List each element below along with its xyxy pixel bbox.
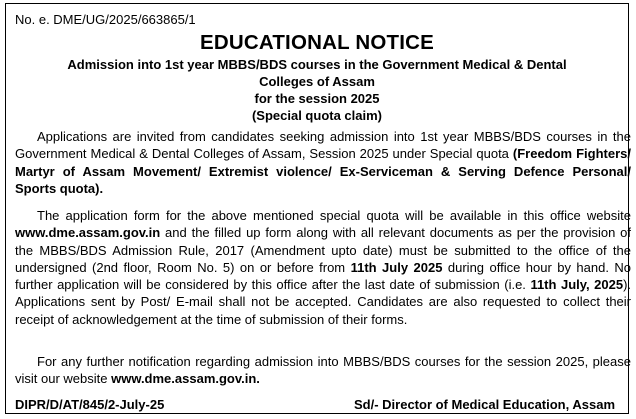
para2-last-date: 11th July, 2025 (530, 277, 624, 293)
para1-quota-list: (Freedom Fighters/ Martyr of Assam Movement/ Extremist violence/ Ex-Serviceman & Serving Defence Personal/ Sports quota). (15, 146, 631, 196)
para1-text: Applications are invited from candidates seeking admission into 1st year MBBS/BDS courses in the Government Medical & Dental Colleges of Assam, Session 2025 under Special quota (15, 129, 631, 162)
para2-text-3: during office hour by hand. No further application will be considered by this office after the last date of submission (i.e. (15, 259, 631, 293)
signature-line: Sd/- Director of Medical Education, Assam (353, 397, 615, 412)
dipr-code: DIPR/D/AT/845/2-July-25 (15, 397, 165, 412)
subtitle-line-3: for the session 2025 (254, 91, 380, 106)
notice-box (5, 3, 632, 414)
paragraph-further-info (15, 353, 631, 388)
subtitle-line-2: Colleges of Assam (259, 74, 375, 89)
reference-number: No. e. DME/UG/2025/663865/1 (15, 12, 196, 27)
para2-text-1: The application form for the above mentioned special quota will be available in this office website (37, 208, 631, 223)
subtitle-line-4: (Special quota claim) (251, 108, 383, 123)
para2-text-4: ). Applications sent by Post/ E-mail shall not be accepted. Candidates are also requested to collect their receipt of acknowledgement at the time of submission of their forms. (15, 277, 632, 327)
para2-deadline: 11th July 2025 (350, 259, 443, 275)
para2-website: www.dme.assam.gov.in (15, 225, 161, 241)
subtitle-line-1: Admission into 1st year MBBS/BDS courses in the Government Medical & Dental (67, 57, 567, 72)
notice-title: EDUCATIONAL NOTICE (199, 31, 435, 54)
para3-text: For any further notification regarding admission into MBBS/BDS courses for the session 2025, please visit our website (15, 354, 631, 387)
para3-website: www.dme.assam.gov.in. (111, 371, 260, 387)
para2-text-2: and the filled up form along with all relevant documents as per the provision of the MBBS/BDS Admission Rule, 2017 (Amendment upto date) must be submitted to the office of the undersigned (2nd floor, Room No. 5) on or before from (15, 225, 631, 275)
paragraph-intro (15, 128, 631, 197)
paragraph-application (15, 207, 631, 328)
